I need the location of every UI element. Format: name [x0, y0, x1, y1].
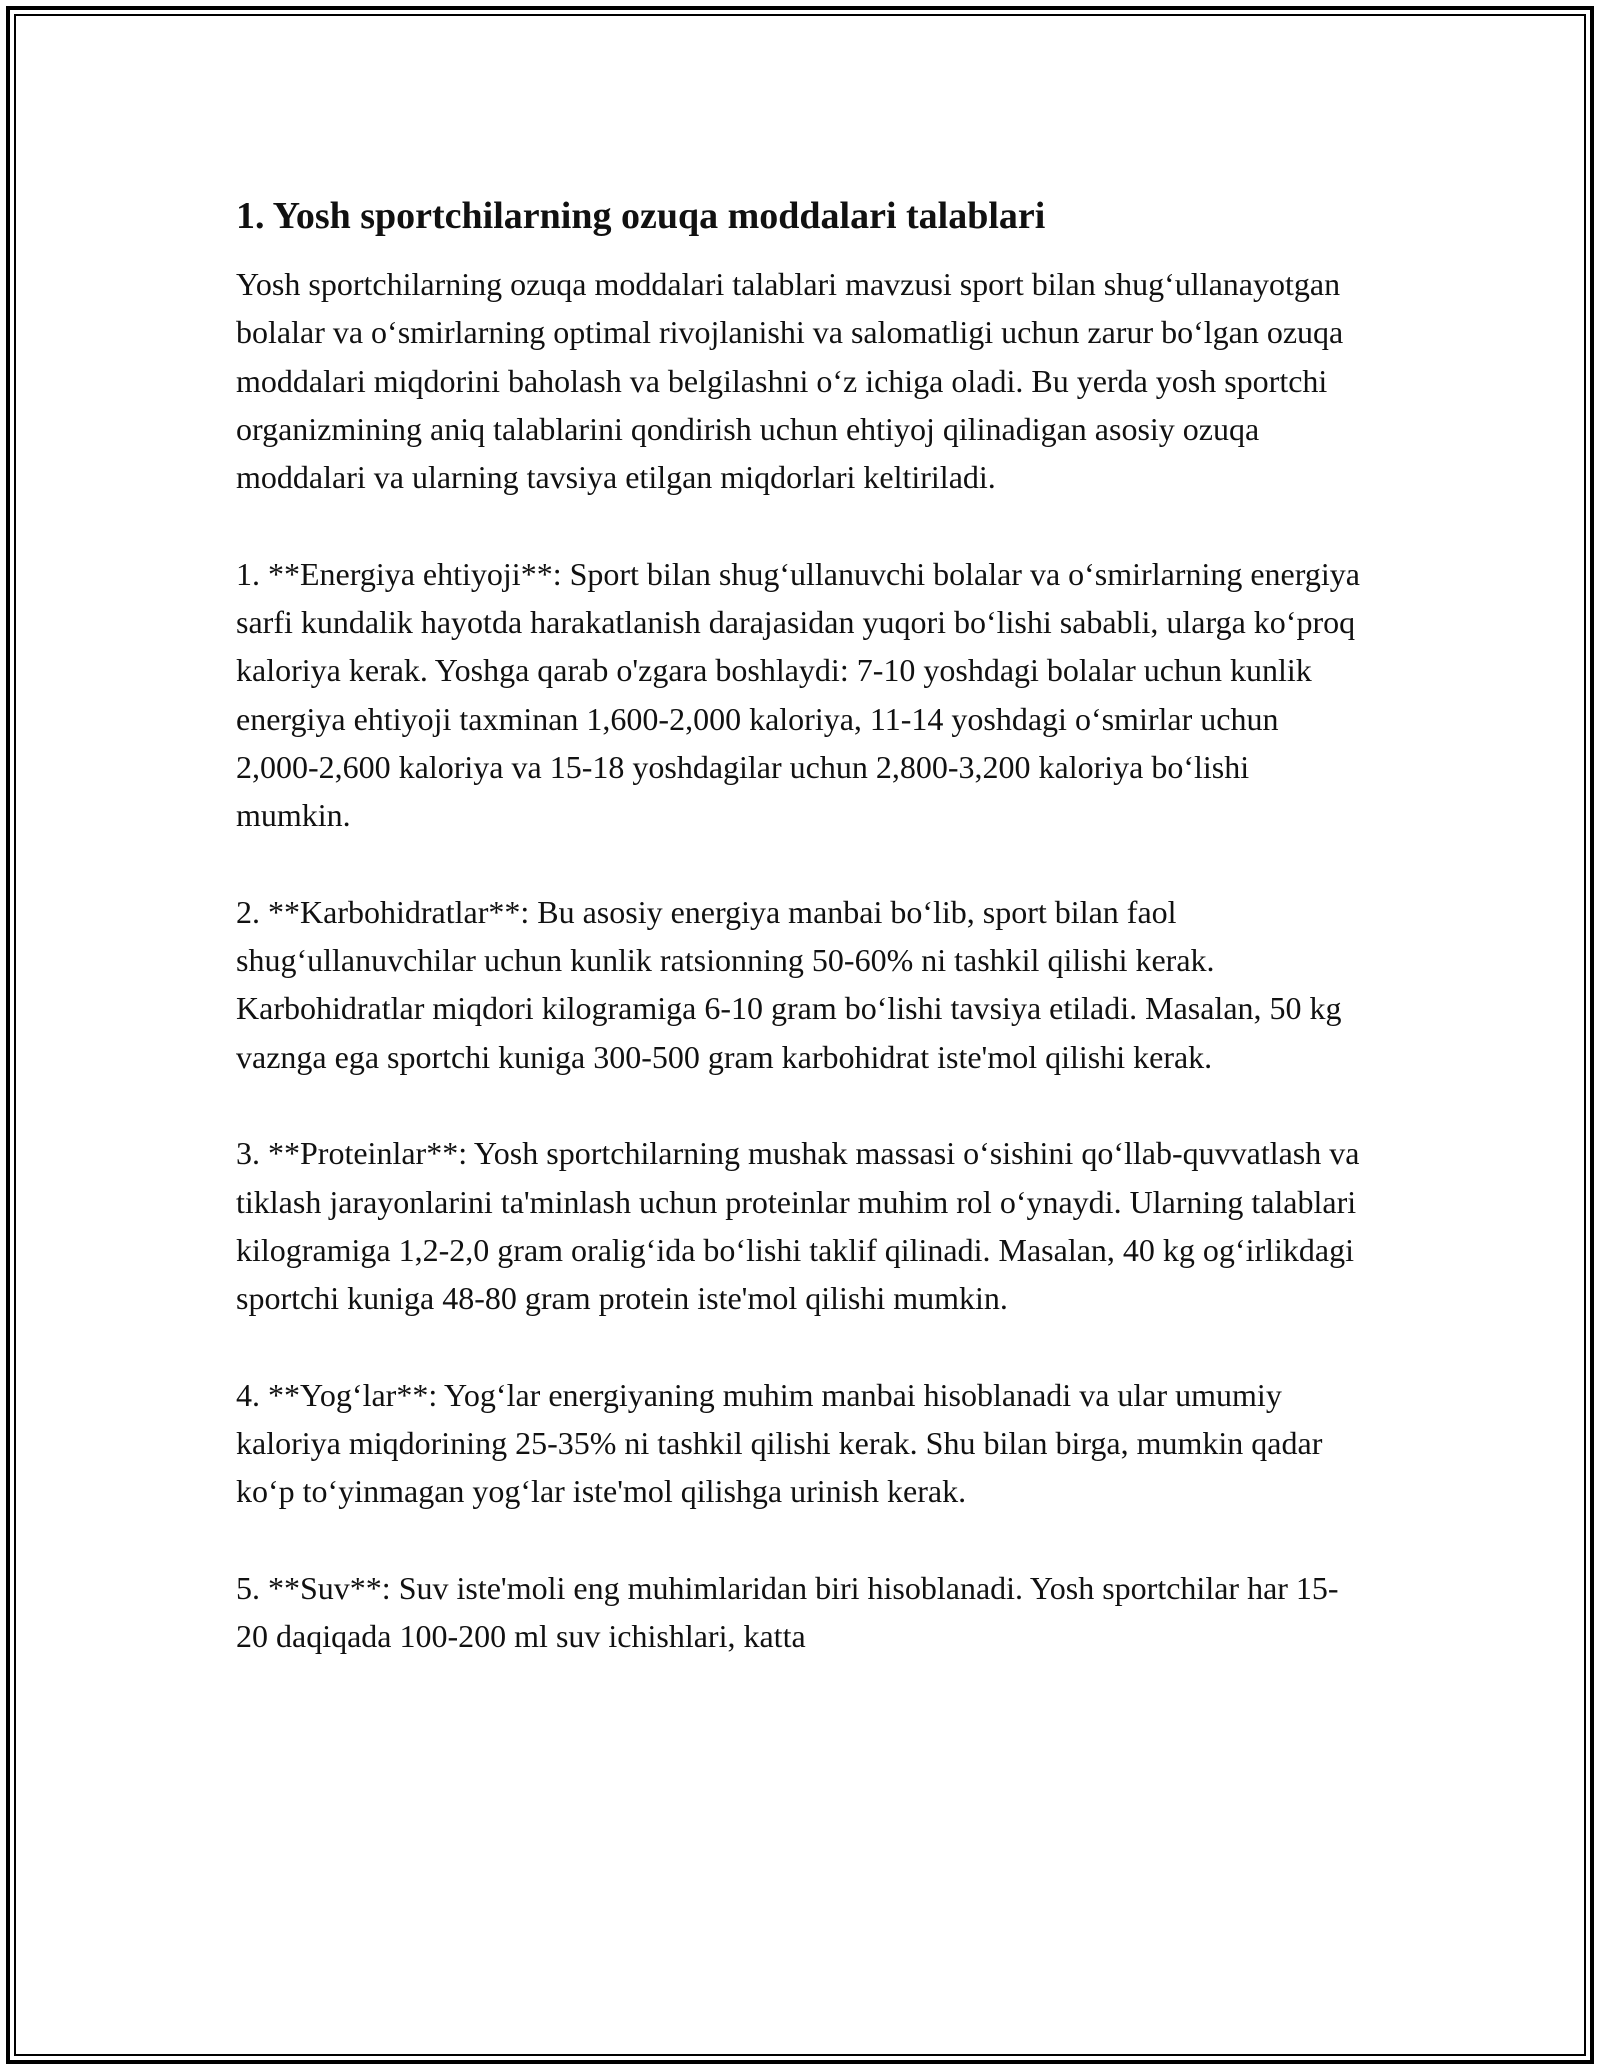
intro-paragraph: Yosh sportchilarning ozuqa moddalari talablari mavzusi sport bilan shug‘ullanayotgan bolalar va o‘smirlarning optimal rivojlanishi va salomatligi uchun zarur bo‘lgan ozuqa moddalari miqdorini baholash va belgilashni o‘z ichiga oladi. Bu yerda yosh sportchi organizmining aniq talablarini qondirish uchun ehtiyoj qilinadigan asosiy ozuqa moddalari va ularning tavsiya etilgan miqdorlari keltiriladi.	[236, 266, 1344, 496]
energy-requirement-paragraph: 1. **Energiya ehtiyoji**: Sport bilan shug‘ullanuvchi bolalar va o‘smirlarning energiya sarfi kundalik hayotda harakatlanish darajasidan yuqori bo‘lishi sababli, ularga ko‘proq kaloriya kerak. Yoshga qarab o'zgara boshlaydi: 7-10 yoshdagi bolalar uchun kunlik energiya ehtiyoji taxminan 1,600-2,000 kaloriya, 11-14 yoshdagi o‘smirlar uchun 2,000-2,600 kaloriya va 15-18 yoshdagilar uchun 2,800-3,200 kaloriya bo‘lishi mumkin.	[236, 555, 1360, 834]
section-heading: 1. Yosh sportchilarning ozuqa moddalari talablari	[236, 195, 1046, 237]
fats-paragraph: 4. **Yog‘lar**: Yog‘lar energiyaning muhim manbai hisoblanadi va ular umumiy kaloriya miqdorining 25-35% ni tashkil qilishi kerak. Shu bilan birga, mumkin qadar ko‘p to‘yinmagan yog‘lar iste'mol qilishga urinish kerak.	[236, 1376, 1323, 1510]
document-body	[236, 186, 1366, 1709]
proteins-paragraph: 3. **Proteinlar**: Yosh sportchilarning mushak massasi o‘sishini qo‘llab-quvvatlash va tiklash jarayonlarini ta'minlash uchun proteinlar muhim rol o‘ynaydi. Ularning talablari kilogramiga 1,2-2,0 gram oralig‘ida bo‘lishi taklif qilinadi. Masalan, 40 kg og‘irlikdagi sportchi kuniga 48-80 gram protein iste'mol qilishi mumkin.	[236, 1135, 1360, 1317]
carbohydrates-paragraph: 2. **Karbohidratlar**: Bu asosiy energiya manbai bo‘lib, sport bilan faol shug‘ullanuvchilar uchun kunlik ratsionning 50-60% ni tashkil qilishi kerak. Karbohidratlar miqdori kilogramiga 6-10 gram bo‘lishi tavsiya etiladi. Masalan, 50 kg vaznga ega sportchi kuniga 300-500 gram karbohidrat iste'mol qilishi kerak.	[236, 893, 1342, 1075]
water-paragraph: 5. **Suv**: Suv iste'moli eng muhimlaridan biri hisoblanadi. Yosh sportchilar har 15-20 daqiqada 100-200 ml suv ichishlari, katta	[236, 1570, 1339, 1655]
